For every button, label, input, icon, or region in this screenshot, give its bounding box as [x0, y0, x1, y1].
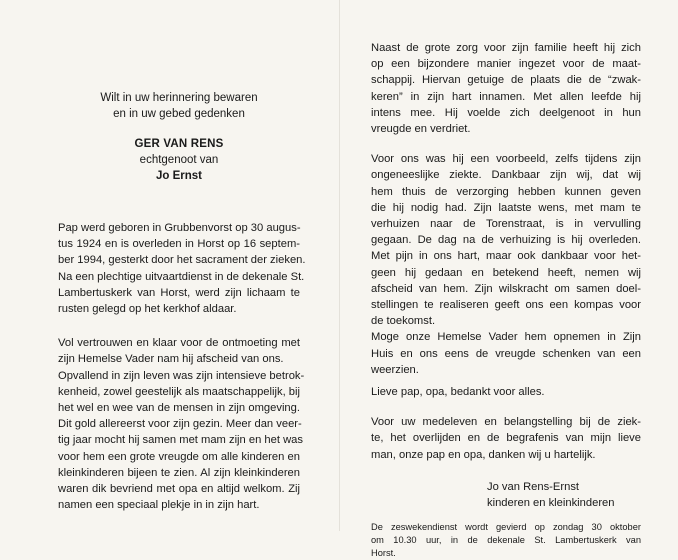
- text-line: Huis en ons eens de vreugde schenken van een: [371, 347, 641, 360]
- tribute-paragraph-2: [371, 151, 641, 378]
- text-line: waren dik bevriend met opa en altijd welkom. Zij: [58, 483, 300, 496]
- signature-line-2: kinderen en kleinkinderen: [487, 496, 615, 509]
- text-line: schappij. Hiervan getuige de plaats die de “zwak-: [371, 74, 641, 87]
- text-line: keren” in zijn hart innamen. Met allen leefde hij: [371, 90, 641, 103]
- text-line: namen een speciaal plekje in in zijn hart.: [58, 499, 260, 512]
- signature: [487, 479, 641, 511]
- intro-line-1: Wilt in uw herinnering bewaren: [100, 92, 258, 104]
- text-line: Horst.: [371, 547, 396, 558]
- biography-paragraph-2: [58, 335, 305, 513]
- text-line: Moge onze Hemelse Vader hem opnemen in Zijn: [371, 331, 641, 344]
- text-line: op een bijzondere manier ingezet voor de maat-: [371, 58, 641, 71]
- biography-paragraph-1: [58, 220, 306, 317]
- text-line: Pap werd geboren in Grubbenvorst op 30 augus-: [58, 222, 301, 234]
- fold-line: [339, 0, 340, 531]
- text-line: om 10.30 uur, in de dekenale St. Lambertuskerk van: [371, 534, 641, 545]
- thanks-paragraph: [371, 414, 641, 463]
- footnote: [371, 521, 641, 560]
- text-line: Naast de grote zorg voor zijn familie heeft hij zich: [371, 42, 641, 54]
- deceased-name: GER VAN RENS: [134, 138, 224, 150]
- text-line: kenheid, zowel geestelijk als maatschappelijk, bij: [58, 385, 300, 398]
- text-line: zijn Hemelse Vader nam hij afscheid van ons.: [58, 353, 284, 366]
- relation-text: echtgenoot van: [139, 154, 219, 166]
- text-line: die hij nodig had. Zijn laatste wens, met mam te: [371, 201, 641, 214]
- text-line: Vol vertrouwen en klaar voor de ontmoeting met: [58, 337, 300, 350]
- text-line: Dit gold allereerst voor zijn gezin. Meer dan veer-: [58, 418, 302, 431]
- right-page: [371, 40, 641, 560]
- intro-line-2: en in uw gebed gedenken: [113, 108, 245, 120]
- text-line: gegaan. De dag na de verhuizing is hij overleden.: [371, 234, 641, 247]
- text-line: te, het overlijden en de begrafenis van mijn lieve: [371, 432, 641, 445]
- text-line: hem thuis de verzorging hebben kunnen geven: [371, 185, 641, 198]
- text-line: afscheid van hem. Zijn wilskracht om samen doel-: [371, 282, 641, 295]
- tribute-paragraph-1: [371, 40, 641, 137]
- text-line: tig jaar mocht hij samen met mam zijn en het was: [58, 434, 303, 447]
- text-line: het wel en wee van de mensen in zijn omgeving.: [58, 402, 300, 415]
- text-line: geen hij gedaan en betekend heeft, nemen wij: [371, 266, 641, 279]
- text-line: ber 1994, gesterkt door het sacrament der zieken.: [58, 254, 306, 267]
- text-line: de toekomst.: [371, 315, 436, 328]
- text-line: weerzien.: [371, 363, 419, 376]
- left-page: [58, 90, 306, 513]
- text-line: man, onze pap en opa, danken wij u hartelijk.: [371, 448, 596, 461]
- text-line: vreugde en verdriet.: [371, 123, 471, 136]
- text-line: kleinkinderen bijeen te zien. Al zijn kleinkinderen: [58, 466, 300, 479]
- farewell-line: [371, 384, 641, 400]
- text-line: tus 1924 en is overleden in Horst op 16 septem-: [58, 238, 300, 251]
- text-line: Met pijn in ons hart, maar ook dankbaar voor het-: [371, 250, 641, 263]
- text-line: stellingen te realiseren geeft ons een kompas voor: [371, 299, 641, 312]
- spouse-name: Jo Ernst: [155, 170, 202, 182]
- text-line: Voor ons was hij een voorbeeld, zelfs tijdens zijn: [371, 153, 641, 166]
- text-line: ongeneeslijke ziekte. Dankbaar zijn wij, dat wij: [371, 169, 641, 182]
- intro-text: [58, 90, 300, 122]
- text-line: intens mee. Hij voelde zich deelgenoot in hun: [371, 106, 641, 119]
- text-line: Voor uw medeleven en belangstelling bij de ziek-: [371, 416, 641, 429]
- text-line: Na een plechtige uitvaartdienst in de dekenale St.: [58, 270, 305, 283]
- text-line: Opvallend in zijn leven was zijn intensieve betrok-: [58, 369, 305, 382]
- text-line: Lambertuskerk van Horst, werd zijn lichaam te: [58, 286, 300, 299]
- signature-line-1: Jo van Rens-Ernst: [487, 480, 580, 493]
- text-line: Lieve pap, opa, bedankt voor alles.: [371, 386, 545, 399]
- text-line: voor hem een grote vreugde om alle kinderen en: [58, 450, 300, 463]
- text-line: rusten gelegd op het kerkhof aldaar.: [58, 303, 237, 316]
- text-line: verhuizen naar de Torenstraat, is in vervulling: [371, 218, 641, 231]
- text-line: De zeswekendienst wordt gevierd op zondag 30 oktober: [371, 521, 641, 532]
